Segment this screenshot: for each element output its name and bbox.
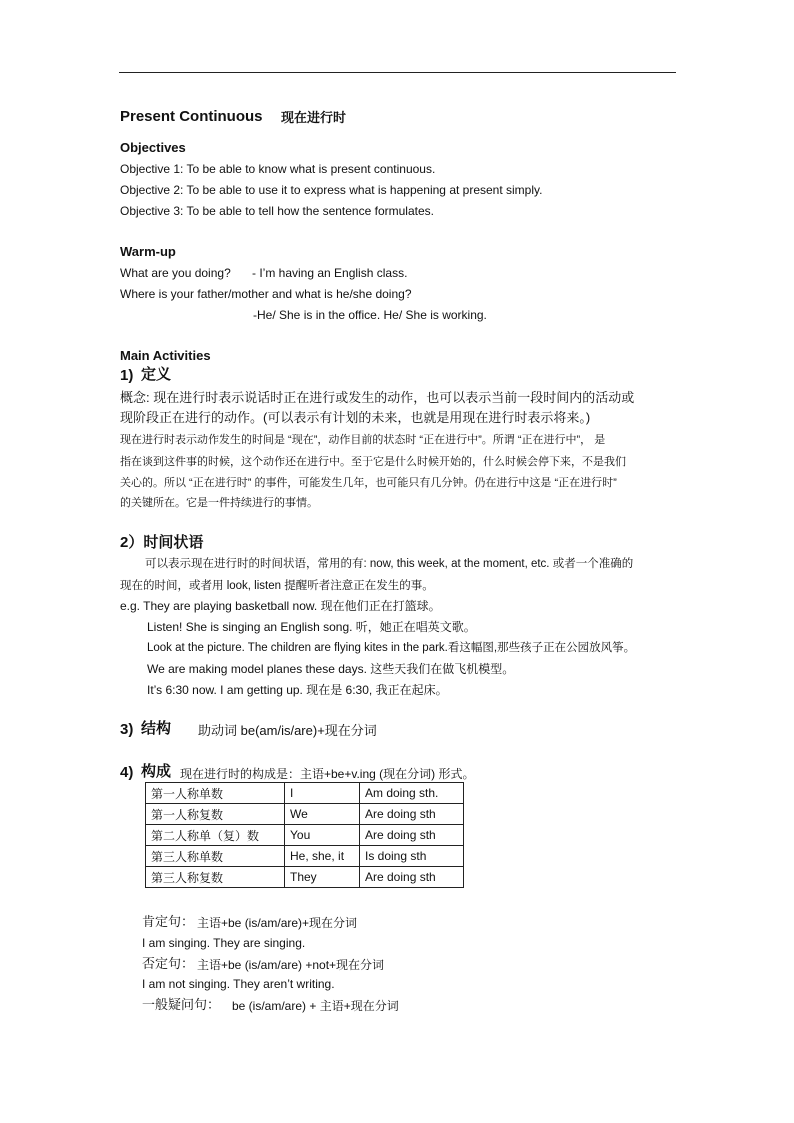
- section-3-title: 结构: [141, 720, 172, 737]
- table-cell-subject: They: [285, 867, 360, 888]
- formation-text: 现在进行时的构成是：主语+be+v.ing (现在分词) 形式。: [180, 767, 475, 781]
- time-adverbial-line-2: 现在的时间，或者用 look, listen 提醒听者注意正在发生的事。: [120, 580, 434, 592]
- table-row: [146, 825, 464, 846]
- section-4-number: 4): [120, 764, 134, 781]
- objective-1: Objective 1: To be able to know what is present continuous.: [120, 162, 436, 176]
- definition-line-4: 指在谈到这件事的时候，这个动作还在进行中。至于它是什么时候开始的，什么时候会停下来，不是我们: [120, 456, 626, 468]
- table-cell-form: Are doing sth: [360, 804, 464, 825]
- table-cell-person: 第一人称单数: [146, 783, 285, 804]
- example-5: It’s 6:30 now. I am getting up. 现在是 6:30, 我正在起床。: [147, 683, 448, 697]
- table-cell-subject: We: [285, 804, 360, 825]
- conjugation-table: [145, 782, 464, 888]
- example-1: e.g. They are playing basketball now. 现在他们正在打篮球。: [120, 599, 441, 613]
- section-3-number: 3): [120, 721, 134, 738]
- negative-formula: 主语+be (is/am/are) +not+现在分词: [197, 958, 385, 972]
- table-cell-form: Are doing sth: [360, 867, 464, 888]
- table-row: [146, 846, 464, 867]
- table-cell-person: 第二人称单（复）数: [146, 825, 285, 846]
- definition-line-2: 现阶段正在进行的动作。(可以表示有计划的未来，也就是用现在进行时表示将来。): [120, 410, 591, 425]
- page-title: Present Continuous: [120, 108, 263, 125]
- negative-example: I am not singing. They aren’t writing.: [142, 977, 335, 991]
- definition-line-1: 概念: 现在进行时表示说话时正在进行或发生的动作，也可以表示当前一段时间内的活动或: [120, 390, 635, 405]
- table-cell-form: Am doing sth.: [360, 783, 464, 804]
- affirmative-example: I am singing. They are singing.: [142, 936, 306, 950]
- section-2-title: 2）时间状语: [120, 534, 204, 551]
- question-formula: be (is/am/are) + 主语+现在分词: [232, 999, 399, 1013]
- table-cell-subject: You: [285, 825, 360, 846]
- section-4-title: 构成: [141, 763, 172, 780]
- affirmative-formula: 主语+be (is/am/are)+现在分词: [197, 916, 358, 930]
- definition-line-5: 关心的。所以 “正在进行时” 的事件，可能发生几年，也可能只有几分钟。仍在进行中这是 “正在进行时”: [120, 477, 617, 489]
- objective-2: Objective 2: To be able to use it to express what is happening at present simply.: [120, 183, 543, 197]
- table-cell-subject: He, she, it: [285, 846, 360, 867]
- example-2: Listen! She is singing an English song. 听，她正在唱英文歌。: [147, 620, 476, 634]
- table-cell-person: 第三人称复数: [146, 867, 285, 888]
- table-cell-form: Are doing sth: [360, 825, 464, 846]
- warmup-question-1: What are you doing?: [120, 266, 231, 280]
- example-3: Look at the picture. The children are flying kites in the park.看这幅图,那些孩子正在公园放风筝。: [147, 642, 636, 654]
- warmup-answer-1: - I’m having an English class.: [252, 266, 408, 280]
- section-1-title: 定义: [141, 366, 172, 383]
- definition-line-6: 的关键所在。它是一件持续进行的事情。: [120, 497, 318, 509]
- header-rule: [119, 72, 676, 73]
- table-cell-person: 第三人称单数: [146, 846, 285, 867]
- main-activities-heading: Main Activities: [120, 348, 211, 363]
- affirmative-label: 肯定句：: [142, 914, 195, 929]
- page-title-cn: 现在进行时: [281, 110, 347, 125]
- table-row: [146, 867, 464, 888]
- table-cell-form: Is doing sth: [360, 846, 464, 867]
- question-label: 一般疑问句：: [142, 997, 221, 1012]
- warmup-answer-2: -He/ She is in the office. He/ She is working.: [253, 308, 487, 322]
- table-cell-subject: I: [285, 783, 360, 804]
- warmup-heading: Warm-up: [120, 244, 176, 259]
- objectives-heading: Objectives: [120, 140, 186, 155]
- structure-formula: 助动词 be(am/is/are)+现在分词: [198, 723, 377, 738]
- negative-label: 否定句：: [142, 956, 195, 971]
- example-4: We are making model planes these days. 这些天我们在做飞机模型。: [147, 662, 515, 676]
- warmup-question-2: Where is your father/mother and what is he/she doing?: [120, 287, 412, 301]
- table-cell-person: 第一人称复数: [146, 804, 285, 825]
- time-adverbial-line-1: 可以表示现在进行时的时间状语，常用的有: now, this week, at the moment, etc. 或者一个准确的: [145, 558, 634, 570]
- table-row: [146, 804, 464, 825]
- table-row: [146, 783, 464, 804]
- objective-3: Objective 3: To be able to tell how the sentence formulates.: [120, 204, 434, 218]
- section-1-number: 1): [120, 367, 134, 384]
- definition-line-3: 现在进行时表示动作发生的时间是 “现在”，动作目前的状态时 “正在进行中”。所谓 “正在进行中”， 是: [120, 434, 606, 446]
